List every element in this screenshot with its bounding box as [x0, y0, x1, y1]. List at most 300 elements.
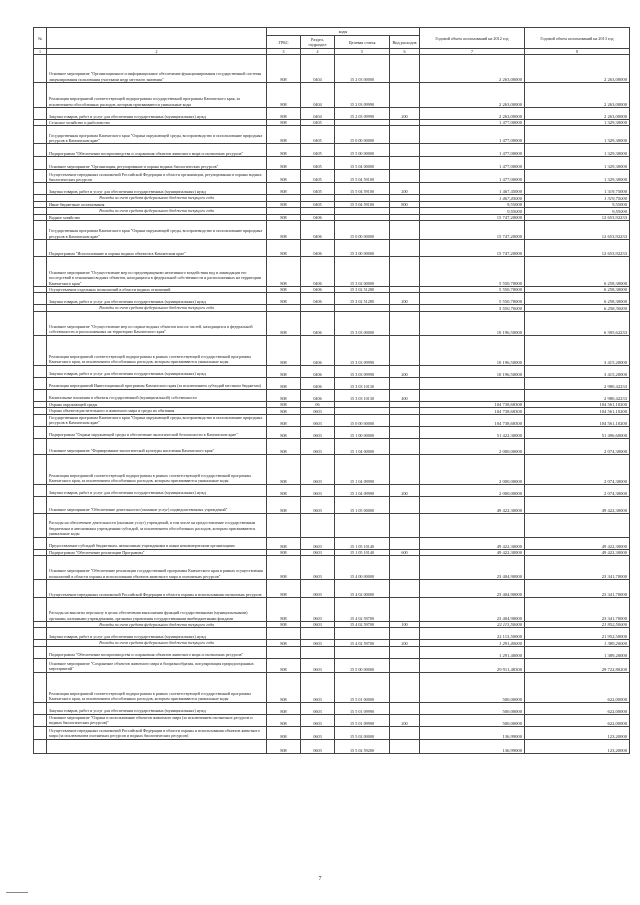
table-row — [34, 183, 630, 195]
row-num-cell — [34, 335, 47, 365]
row-num-cell — [34, 389, 47, 401]
row-num-cell — [34, 108, 47, 120]
row-2012-cell: 23 404,90000 — [420, 556, 525, 580]
row-grbs-cell: 808 — [267, 622, 301, 628]
row-section-cell: 0406 — [301, 335, 335, 365]
row-grbs-cell — [267, 628, 301, 640]
row-name-cell: Основное мероприятие "Осуществление мер по предотвращению негативного воздействия вод и ликвидации его последствий в отношении водных объектов, находящихся в федеральной собственности и расположенных на территории Камчатского края" — [47, 257, 267, 287]
row-num-cell — [34, 726, 47, 739]
row-exptype-cell — [390, 598, 420, 622]
row-exptype-cell — [390, 556, 420, 580]
col-exptype-header: Вид расходов — [390, 36, 420, 49]
row-num-cell — [34, 454, 47, 484]
row-name-cell: Основное мероприятие "Охрана и использование объектов животного мира (за исключением охотничьих ресурсов и водных биологических ресурсов)" — [47, 714, 267, 726]
row-section-cell: 0405 — [301, 120, 335, 126]
row-2012-cell: 136,99000 — [420, 739, 525, 753]
row-target-cell: 15 5 04 59100 — [335, 201, 390, 207]
col-grbs-header: ГРБС — [267, 36, 301, 49]
row-target-cell: 15 3 02 51280 — [335, 293, 390, 305]
row-name-cell: Закупка товаров, работ и услуг для обеспечения государственных (муниципальных) нужд — [47, 108, 267, 120]
row-exptype-cell — [390, 240, 420, 257]
table-row — [34, 157, 630, 170]
row-grbs-cell: 808 — [267, 377, 301, 389]
row-2012-cell: 2 000,00000 — [420, 438, 525, 454]
row-2012-cell: 15 747,20000 — [420, 221, 525, 240]
row-section-cell: 0405 — [301, 126, 335, 144]
row-section-cell: 0405 — [301, 170, 335, 183]
row-exptype-cell: 200 — [390, 183, 420, 195]
row-section-cell: 0603 — [301, 556, 335, 580]
row-2013-cell: 2 074,30000 — [525, 484, 630, 496]
row-2012-cell: 49 422,30000 — [420, 537, 525, 549]
column-index-cell: 2 — [47, 49, 267, 55]
row-name-cell: Основное мероприятие "Сохранение объектов животного мира и биоразнообразия, популяризация природоохранных мероприятий" — [47, 658, 267, 672]
row-target-cell: 15 1 00 00000 — [335, 426, 390, 438]
row-2012-cell: 15 747,20000 — [420, 214, 525, 220]
row-2013-cell: 6 258,30000 — [525, 305, 630, 311]
row-target-cell: 15 1 05 00000 — [335, 496, 390, 513]
table-row — [34, 726, 630, 739]
col-name-header — [47, 28, 267, 49]
budget-table — [33, 27, 630, 754]
row-num-cell — [34, 496, 47, 513]
row-exptype-cell — [390, 221, 420, 240]
row-name-cell: Расходы на выплаты персоналу в целях обеспечения выполнения функций государственными (муниципальными) органами, казенными учреждениями, органами управления государственными внебюджетными фондами — [47, 598, 267, 622]
row-2013-cell: 51 496,60000 — [525, 426, 630, 438]
row-num-cell — [34, 513, 47, 537]
row-target-cell: 15 3 03 10130 — [335, 377, 390, 389]
row-num-cell — [34, 311, 47, 335]
row-name-cell: Расходы за счет средств федерального бюджета текущего года — [47, 208, 267, 214]
row-2012-cell: 2 000,00000 — [420, 454, 525, 484]
col-target-header: Целевая статья — [335, 36, 390, 49]
row-2012-cell: 9,55000 — [420, 208, 525, 214]
row-section-cell: 0603 — [301, 426, 335, 438]
row-section-cell: 0406 — [301, 365, 335, 377]
table-row — [34, 484, 630, 496]
row-num-cell — [34, 240, 47, 257]
row-section-cell: 0603 — [301, 739, 335, 753]
row-name-cell: Расходы за счет средств федерального бюджета текущего года — [47, 640, 267, 646]
row-name-cell: Предоставление субсидий бюджетным, автономным учреждениям и иным некоммерческим организациям — [47, 537, 267, 549]
row-section-cell: 0406 — [301, 214, 335, 220]
row-2012-cell: 5 550,70000 — [420, 293, 525, 305]
row-section-cell: 0405 — [301, 183, 335, 195]
row-grbs-cell: 808 — [267, 454, 301, 484]
column-index-cell: 6 — [390, 49, 420, 55]
row-grbs-cell: 808 — [267, 537, 301, 549]
row-grbs-cell: 808 — [267, 496, 301, 513]
row-exptype-cell — [390, 537, 420, 549]
row-exptype-cell — [390, 257, 420, 287]
row-section-cell: 0603 — [301, 580, 335, 598]
row-2013-cell: 9,55000 — [525, 201, 630, 207]
col-2013-header: Годовой объем ассигнований на 2013 год — [525, 28, 630, 49]
row-exptype-cell — [390, 55, 420, 83]
row-grbs-cell: 808 — [267, 658, 301, 672]
row-exptype-cell: 200 — [390, 108, 420, 120]
column-index-cell: 5 — [335, 49, 390, 55]
row-grbs-cell: 808 — [267, 549, 301, 555]
row-2012-cell: 10 196,50000 — [420, 335, 525, 365]
row-target-cell: 15 2 03 09990 — [335, 108, 390, 120]
row-2012-cell: 5 550,70000 — [420, 257, 525, 287]
row-target-cell: 15 2 03 00000 — [335, 55, 390, 83]
row-num-cell — [34, 426, 47, 438]
row-2013-cell: 622,00000 — [525, 714, 630, 726]
row-section-cell: 0603 — [301, 496, 335, 513]
row-num-cell — [34, 83, 47, 108]
row-section-cell: 0406 — [301, 293, 335, 305]
table-row — [34, 454, 630, 484]
row-2013-cell: 6 395,62233 — [525, 311, 630, 335]
row-exptype-cell — [390, 426, 420, 438]
row-target-cell: 15 3 03 10130 — [335, 389, 390, 401]
row-2013-cell: 1 389,20000 — [525, 640, 630, 646]
row-2012-cell: 22 113,50000 — [420, 622, 525, 628]
row-target-cell: 15 3 00 00000 — [335, 240, 390, 257]
row-target-cell: 15 0 00 00000 — [335, 221, 390, 240]
column-index-cell: 8 — [525, 49, 630, 55]
row-2013-cell: 1 319,75000 — [525, 183, 630, 195]
row-num-cell — [34, 702, 47, 714]
row-section-cell: 0603 — [301, 622, 335, 628]
row-2013-cell: 3 415,20000 — [525, 335, 630, 365]
row-2012-cell: 104 738,68300 — [420, 414, 525, 426]
row-grbs-cell — [267, 646, 301, 658]
row-section-cell: 0406 — [301, 257, 335, 287]
row-num-cell — [34, 377, 47, 389]
row-2013-cell: 1 329,30000 — [525, 144, 630, 157]
row-target-cell: 15 3 03 00000 — [335, 311, 390, 335]
row-name-cell: Расходы за счет средств федерального бюджета текущего года — [47, 195, 267, 201]
row-2013-cell: 104 561,10200 — [525, 401, 630, 407]
row-name-cell — [47, 739, 267, 753]
row-num-cell — [34, 183, 47, 195]
row-exptype-cell — [390, 454, 420, 484]
row-2012-cell: 500,00000 — [420, 702, 525, 714]
row-name-cell: Закупка товаров, работ и услуг для обеспечения государственных (муниципальных) нужд — [47, 183, 267, 195]
row-section-cell: 0603 — [301, 640, 335, 646]
row-num-cell — [34, 658, 47, 672]
row-target-cell: 15 1 05 10140 — [335, 549, 390, 555]
row-target-cell: 15 1 04 09990 — [335, 484, 390, 496]
row-num-cell — [34, 157, 47, 170]
row-grbs-cell: 808 — [267, 144, 301, 157]
row-name-cell: Основное мероприятие "Обеспечение реализации государственной программы Камчатского края в рамках осуществления полномочий в области охраны и использования объектов животного мира и охотничьих ресурсов" — [47, 556, 267, 580]
table-row — [34, 83, 630, 108]
row-num-cell — [34, 55, 47, 83]
table-row — [34, 144, 630, 157]
row-exptype-cell — [390, 580, 420, 598]
row-2013-cell — [525, 513, 630, 537]
row-name-cell: Подпрограмма "Обеспечение реализации Программы" — [47, 549, 267, 555]
row-grbs-cell: 808 — [267, 726, 301, 739]
row-exptype-cell — [390, 672, 420, 702]
row-exptype-cell — [390, 414, 420, 426]
row-2012-cell: 5 550,70000 — [420, 305, 525, 311]
row-name-cell: Государственная программа Камчатского края "Охрана окружающей среды, воспроизводство и использование природных ресурсов в Камчатском крае" — [47, 414, 267, 426]
row-num-cell — [34, 365, 47, 377]
row-grbs-cell: 808 — [267, 426, 301, 438]
row-exptype-cell — [390, 646, 420, 658]
row-grbs-cell: 808 — [267, 714, 301, 726]
row-grbs-cell: 808 — [267, 389, 301, 401]
row-grbs-cell: 808 — [267, 157, 301, 170]
table-row — [34, 311, 630, 335]
row-2013-cell: 29 722,80200 — [525, 658, 630, 672]
row-num-cell — [34, 144, 47, 157]
row-grbs-cell: 808 — [267, 556, 301, 580]
row-exptype-cell: 200 — [390, 365, 420, 377]
row-section-cell: 0405 — [301, 157, 335, 170]
row-name-cell: Расходы на обеспечение деятельности (оказание услуг) учреждений, в том числе на предоставление государственным бюджетным и автономным учреждениям субсидий, за исключением обособленных расходов, которым присваиваются уникальные коды — [47, 513, 267, 537]
row-grbs-cell: 808 — [267, 484, 301, 496]
row-grbs-cell: 808 — [267, 408, 301, 414]
table-row — [34, 377, 630, 389]
col-section-header: Раздел, подраздел — [301, 36, 335, 49]
row-2012-cell: 1 477,00000 — [420, 170, 525, 183]
row-grbs-cell: 808 — [267, 183, 301, 195]
row-exptype-cell — [390, 739, 420, 753]
row-section-cell: 0603 — [301, 658, 335, 672]
row-grbs-cell: 808 — [267, 365, 301, 377]
row-exptype-cell: 600 — [390, 549, 420, 555]
row-exptype-cell: 200 — [390, 484, 420, 496]
row-grbs-cell: 808 — [267, 672, 301, 702]
row-2013-cell: 49 422,30000 — [525, 537, 630, 549]
row-target-cell: 15 3 03 09990 — [335, 335, 390, 365]
row-exptype-cell: 200 — [390, 640, 420, 646]
row-grbs-cell: 808 — [267, 108, 301, 120]
row-2013-cell: 49 422,30000 — [525, 549, 630, 555]
row-name-cell: Реализация мероприятий Инвестиционной программы Камчатского края (за исключением субсидий местным бюджетам) — [47, 377, 267, 389]
row-2013-cell: 622,00000 — [525, 672, 630, 702]
row-2013-cell: 21 952,50000 — [525, 622, 630, 628]
row-grbs-cell: 808 — [267, 55, 301, 83]
row-exptype-cell: 100 — [390, 622, 420, 628]
row-name-cell: Реализация мероприятий соответствующей подпрограммы в рамках соответствующей государственной программы Камчатского края, за исключением обособленных расходов, которым присваиваются уникальные коды — [47, 672, 267, 702]
row-name-cell: Расходы за счет средств федерального бюджета текущего года — [47, 622, 267, 628]
row-2013-cell: 2 980,42233 — [525, 377, 630, 389]
row-target-cell: 15 3 02 51280 — [335, 287, 390, 293]
row-exptype-cell — [390, 726, 420, 739]
row-name-cell: Государственная программа Камчатского края "Охрана окружающей среды, воспроизводство и использование природных ресурсов в Камчатском крае" — [47, 221, 267, 240]
row-exptype-cell: 200 — [390, 293, 420, 305]
row-section-cell: 0405 — [301, 201, 335, 207]
row-name-cell: Подпрограмма "Обеспечение воспроизводства и сохранения объектов животного мира и охотничьих ресурсов" — [47, 144, 267, 157]
row-grbs-cell: 808 — [267, 120, 301, 126]
row-grbs-cell: 808 — [267, 293, 301, 305]
row-2013-cell: 104 561,10200 — [525, 414, 630, 426]
row-grbs-cell: 808 — [267, 83, 301, 108]
row-2012-cell: 29 911,48300 — [420, 658, 525, 672]
row-2013-cell: 2 263,00000 — [525, 108, 630, 120]
row-2013-cell: 1 329,30000 — [525, 170, 630, 183]
table-row — [34, 556, 630, 580]
row-grbs-cell: 808 — [267, 598, 301, 622]
row-grbs-cell: 808 — [267, 702, 301, 714]
row-2012-cell: 22 113,50000 — [420, 628, 525, 640]
row-2013-cell: 3 415,20000 — [525, 365, 630, 377]
row-target-cell: 15 3 03 09990 — [335, 365, 390, 377]
row-2012-cell: 2 263,00000 — [420, 55, 525, 83]
table-header — [34, 28, 630, 55]
table-body — [34, 55, 630, 754]
row-target-cell: 15 1 04 09990 — [335, 454, 390, 484]
table-row — [34, 365, 630, 377]
row-exptype-cell — [390, 335, 420, 365]
row-grbs-cell: 808 — [267, 221, 301, 240]
row-2013-cell: 23 341,70000 — [525, 580, 630, 598]
row-2012-cell: 104 738,68300 — [420, 401, 525, 407]
row-2012-cell: 51 422,30000 — [420, 426, 525, 438]
table-row — [34, 257, 630, 287]
row-name-cell: Сельское хозяйство и рыболовство — [47, 120, 267, 126]
row-num-cell — [34, 628, 47, 640]
row-2013-cell: 1 329,30000 — [525, 120, 630, 126]
table-row — [34, 426, 630, 438]
row-num-cell — [34, 598, 47, 622]
row-name-cell: Закупка товаров, работ и услуг для обеспечения государственных (муниципальных) нужд — [47, 628, 267, 640]
table-row — [34, 598, 630, 622]
row-2013-cell: 1 329,30000 — [525, 126, 630, 144]
table-row — [34, 537, 630, 549]
row-2013-cell: 1 389,20000 — [525, 646, 630, 658]
table-row — [34, 513, 630, 537]
row-exptype-cell — [390, 157, 420, 170]
row-num-cell — [34, 484, 47, 496]
row-target-cell: 15 5 00 00000 — [335, 144, 390, 157]
col-codes-header: коды — [267, 28, 420, 36]
row-section-cell: 0603 — [301, 702, 335, 714]
row-target-cell: 15 3 02 00000 — [335, 257, 390, 287]
row-2012-cell: 104 738,68300 — [420, 408, 525, 414]
table-row — [34, 126, 630, 144]
row-2012-cell: 136,99000 — [420, 726, 525, 739]
row-section-cell: 0603 — [301, 414, 335, 426]
row-section-cell: 0406 — [301, 377, 335, 389]
column-index-cell: 1 — [34, 49, 47, 55]
row-2012-cell: 1 477,00000 — [420, 120, 525, 126]
table-row — [34, 496, 630, 513]
row-name-cell: Осуществление отдельных полномочий в области водных отношений — [47, 287, 267, 293]
row-section-cell — [301, 513, 335, 537]
row-num-cell — [34, 438, 47, 454]
row-name-cell: Охрана объектов растительного и животного мира и среды их обитания — [47, 408, 267, 414]
row-2013-cell: 49 422,30000 — [525, 496, 630, 513]
row-section-cell: 0603 — [301, 537, 335, 549]
row-exptype-cell: 400 — [390, 389, 420, 401]
column-index-cell: 3 — [267, 49, 301, 55]
table-row — [34, 221, 630, 240]
row-grbs-cell: 808 — [267, 739, 301, 753]
row-name-cell: Основное мероприятие "Обеспечение деятельности (оказание услуг) подведомственных учреждений" — [47, 496, 267, 513]
row-2012-cell: 49 422,30000 — [420, 549, 525, 555]
row-2013-cell: 12 653,92233 — [525, 240, 630, 257]
row-exptype-cell — [390, 438, 420, 454]
row-2012-cell: 1 477,00000 — [420, 144, 525, 157]
col-2012-header: Годовой объем ассигнований на 2012 год — [420, 28, 525, 49]
row-section-cell: 0603 — [301, 714, 335, 726]
table-row — [34, 55, 630, 83]
row-name-cell: Подпрограмма "Обеспечение воспроизводства и сохранения объектов животного мира и охотничьих ресурсов" — [47, 646, 267, 658]
row-section-cell: 0603 — [301, 438, 335, 454]
row-section-cell: 0603 — [301, 549, 335, 555]
row-name-cell: Реализация мероприятий соответствующей подпрограммы в рамках соответствующей государственной программы Камчатского края, за исключением обособленных расходов, которым присваиваются уникальные коды — [47, 454, 267, 484]
row-2013-cell: 23 341,70000 — [525, 598, 630, 622]
row-section-cell: 0603 — [301, 454, 335, 484]
row-name-cell: Водное хозяйство — [47, 214, 267, 220]
row-grbs-cell: 808 — [267, 214, 301, 220]
row-2013-cell: 2 263,00000 — [525, 55, 630, 83]
row-grbs-cell: 808 — [267, 126, 301, 144]
row-exptype-cell — [390, 83, 420, 108]
row-2012-cell: 500,00000 — [420, 672, 525, 702]
table-row — [34, 170, 630, 183]
row-2012-cell — [420, 513, 525, 537]
row-target-cell: 15 5 02 00000 — [335, 726, 390, 739]
row-grbs-cell: 808 — [267, 335, 301, 365]
row-2012-cell: 9,55000 — [420, 201, 525, 207]
row-exptype-cell — [390, 702, 420, 714]
row-2012-cell: 2 263,00000 — [420, 108, 525, 120]
table-row — [34, 702, 630, 714]
row-section-cell: 0406 — [301, 311, 335, 335]
row-grbs-cell: 808 — [267, 257, 301, 287]
row-2013-cell: 6 258,30000 — [525, 257, 630, 287]
row-grbs-cell — [267, 513, 301, 537]
row-2012-cell: 23 404,90000 — [420, 580, 525, 598]
row-section-cell: 06 — [301, 401, 335, 407]
row-2013-cell: 123,20000 — [525, 726, 630, 739]
row-2013-cell: 123,20000 — [525, 739, 630, 753]
row-exptype-cell: 200 — [390, 714, 420, 726]
column-index-cell: 7 — [420, 49, 525, 55]
row-num-cell — [34, 221, 47, 240]
row-num-cell — [34, 537, 47, 549]
row-2013-cell: 12 653,92233 — [525, 221, 630, 240]
row-num-cell — [34, 257, 47, 287]
table-row — [34, 628, 630, 640]
row-2013-cell: 23 341,70000 — [525, 556, 630, 580]
row-section-cell — [301, 646, 335, 658]
row-name-cell: Капитальные вложения в объекты государственной (муниципальной) собственности — [47, 389, 267, 401]
row-2013-cell: 6 258,30000 — [525, 287, 630, 293]
row-exptype-cell — [390, 496, 420, 513]
row-target-cell: 15 0 00 00000 — [335, 414, 390, 426]
row-exptype-cell — [390, 170, 420, 183]
row-name-cell: Охрана окружающей среды — [47, 401, 267, 407]
row-name-cell: Иные бюджетные ассигнования — [47, 201, 267, 207]
table-row — [34, 335, 630, 365]
row-name-cell: Основное мероприятие "Организация, регулирование и охрана водных биологических ресурсов" — [47, 157, 267, 170]
row-grbs-cell: 808 — [267, 401, 301, 407]
row-name-cell: Реализация мероприятий соответствующей подпрограммы государственной программы Камчатского края, за исключением обособленных расходов, которым присваиваются уникальные коды — [47, 83, 267, 108]
row-target-cell — [335, 646, 390, 658]
row-exptype-cell — [390, 628, 420, 640]
row-section-cell: 0406 — [301, 221, 335, 240]
table-row — [34, 108, 630, 120]
row-2013-cell: 2 074,30000 — [525, 438, 630, 454]
row-num-cell — [34, 580, 47, 598]
table-row — [34, 240, 630, 257]
row-target-cell — [335, 513, 390, 537]
row-2013-cell: 21 952,50000 — [525, 628, 630, 640]
row-target-cell: 15 4 02 00000 — [335, 580, 390, 598]
table-row — [34, 672, 630, 702]
row-section-cell: 0603 — [301, 726, 335, 739]
